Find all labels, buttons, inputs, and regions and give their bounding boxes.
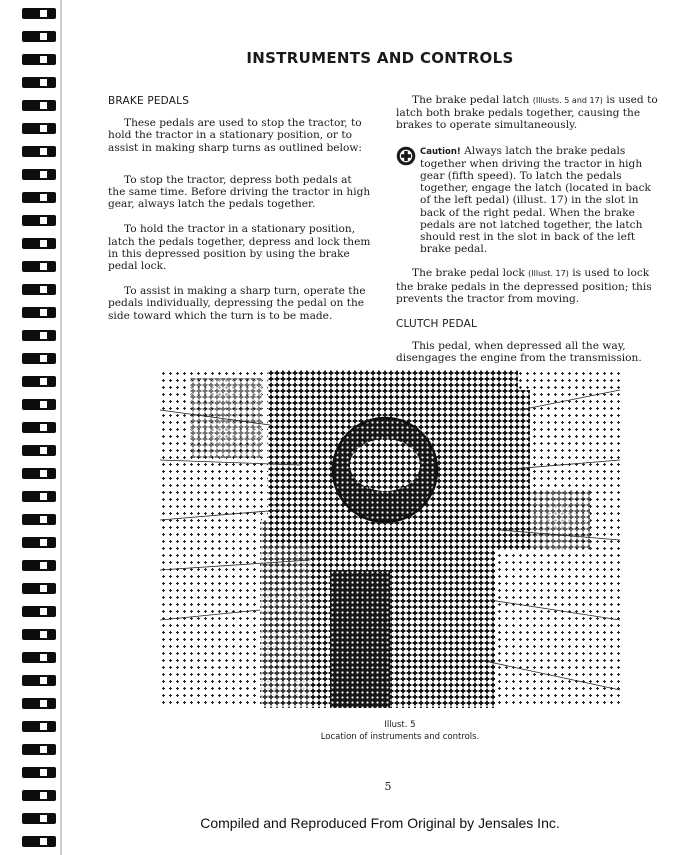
- binding-hole: [40, 194, 47, 201]
- caution-body: Always latch the brake pedals together when driving the tractor in high gear (fifth speed). To latch the pedals together, engage the latch (located in back of the left pedal) (illust. 17) in the slot in back of the right pedal. When the brake pedals are not latched together, the latch should rest in the slot in back of the left brake pedal.: [420, 144, 651, 256]
- caution-note: [396, 145, 658, 256]
- latch-text-end: is used to latch both brake pedals together, causing the brakes to operate simultaneously.: [396, 94, 658, 132]
- binding-hole: [40, 608, 47, 615]
- binding-ring: [22, 790, 56, 801]
- brake-hold-paragraph: To hold the tractor in a stationary position, latch the pedals together, depress and lock them in this depressed position by using the brake pedal lock.: [108, 223, 371, 273]
- binding-hole: [40, 838, 47, 845]
- binding-ring: [22, 8, 56, 19]
- binding-hole: [40, 654, 47, 661]
- binding-hole: [40, 102, 47, 109]
- brake-latch-paragraph: [396, 94, 658, 132]
- binding-hole: [40, 171, 47, 178]
- binding-ring: [22, 77, 56, 88]
- binding-ring: [22, 146, 56, 157]
- binding-hole: [40, 10, 47, 17]
- left-column: [108, 95, 372, 335]
- binding-hole: [40, 792, 47, 799]
- latch-text-start: The brake pedal latch: [412, 94, 533, 106]
- instruments-photo: [160, 370, 620, 708]
- binding-hole: [40, 79, 47, 86]
- binding-hole: [40, 746, 47, 753]
- right-column: [396, 94, 658, 378]
- binding-hole: [40, 516, 47, 523]
- binding-ring: [22, 307, 56, 318]
- binding-hole: [40, 815, 47, 822]
- clutch-pedal-heading: CLUTCH PEDAL: [396, 318, 478, 331]
- binding-ring: [22, 376, 56, 387]
- latch-illust-ref: (Illusts. 5 and 17): [532, 96, 603, 105]
- lock-illust-ref: (Illust. 17): [528, 269, 569, 279]
- binding-ring: [22, 606, 56, 617]
- page-title: INSTRUMENTS AND CONTROLS: [246, 49, 514, 67]
- binding-ring: [22, 721, 56, 732]
- binding-hole: [40, 309, 47, 316]
- lock-text-start: The brake pedal lock: [412, 267, 529, 280]
- binding-ring: [22, 284, 56, 295]
- binding-hole: [40, 470, 47, 477]
- binding-ring: [22, 468, 56, 479]
- binding-ring: [22, 238, 56, 249]
- binding-ring: [22, 744, 56, 755]
- binding-hole: [40, 286, 47, 293]
- binding-ring: [22, 491, 56, 502]
- binding-hole: [40, 562, 47, 569]
- binding-ring: [22, 836, 56, 847]
- binding-ring: [22, 767, 56, 778]
- binding-hole: [40, 378, 47, 385]
- binding-hole: [40, 769, 47, 776]
- binding-ring: [22, 813, 56, 824]
- binding-hole: [40, 585, 47, 592]
- figure-label: Illust. 5: [384, 720, 416, 730]
- binding-hole: [40, 263, 47, 270]
- binding-ring: [22, 330, 56, 341]
- safety-caution-icon: [396, 146, 416, 166]
- binding-hole: [40, 631, 47, 638]
- binding-ring: [22, 192, 56, 203]
- binding-ring: [22, 31, 56, 42]
- publisher-footer: Compiled and Reproduced From Original by Jensales Inc.: [200, 815, 560, 831]
- binding-hole: [40, 148, 47, 155]
- page-edge: [60, 0, 62, 855]
- binding-ring: [22, 261, 56, 272]
- binding-hole: [40, 33, 47, 40]
- binding-hole: [40, 355, 47, 362]
- figure-caption: Location of instruments and controls.: [320, 732, 480, 742]
- binding-hole: [40, 539, 47, 546]
- binding-ring: [22, 583, 56, 594]
- binding-ring: [22, 215, 56, 226]
- binding-ring: [22, 422, 56, 433]
- brake-pedals-heading: BRAKE PEDALS: [108, 95, 190, 107]
- binding-ring: [22, 652, 56, 663]
- binding-ring: [22, 698, 56, 709]
- binding-ring: [22, 675, 56, 686]
- binding-hole: [40, 401, 47, 408]
- binding-ring: [22, 353, 56, 364]
- binding-hole: [40, 424, 47, 431]
- binding-ring: [22, 560, 56, 571]
- caution-text: [420, 145, 658, 256]
- binding-ring: [22, 629, 56, 640]
- binding-ring: [22, 123, 56, 134]
- binding-hole: [40, 677, 47, 684]
- binding-ring: [22, 514, 56, 525]
- lock-text-end: is used to lock the brake pedals in the depressed position; this prevents the tractor from moving.: [396, 267, 652, 305]
- binding-ring: [22, 169, 56, 180]
- brake-turn-paragraph: To assist in making a sharp turn, operate the pedals individually, depressing the pedal on the side toward which the turn is to be made.: [108, 285, 366, 322]
- brake-pedals-intro: These pedals are used to stop the tractor, to hold the tractor in a stationary position, or to assist in making sharp turns as outlined below:: [108, 117, 362, 154]
- page-number: 5: [384, 780, 392, 793]
- binding-hole: [40, 447, 47, 454]
- binding-hole: [40, 332, 47, 339]
- clutch-pedal-paragraph: This pedal, when depressed all the way, disengages the engine from the transmission.: [396, 340, 642, 365]
- binding-ring: [22, 445, 56, 456]
- binding-hole: [40, 723, 47, 730]
- caution-label: Caution!: [420, 146, 461, 157]
- binding-hole: [40, 125, 47, 132]
- binding-ring: [22, 537, 56, 548]
- binding-ring: [22, 399, 56, 410]
- brake-stop-paragraph: To stop the tractor, depress both pedals at the same time. Before driving the tractor in high gear, always latch the pedals together.: [108, 173, 371, 211]
- binding-hole: [40, 217, 47, 224]
- binding-hole: [40, 240, 47, 247]
- binding-hole: [40, 700, 47, 707]
- spiral-binding: [0, 0, 64, 855]
- binding-ring: [22, 100, 56, 111]
- binding-hole: [40, 493, 47, 500]
- brake-lock-paragraph: [396, 267, 658, 305]
